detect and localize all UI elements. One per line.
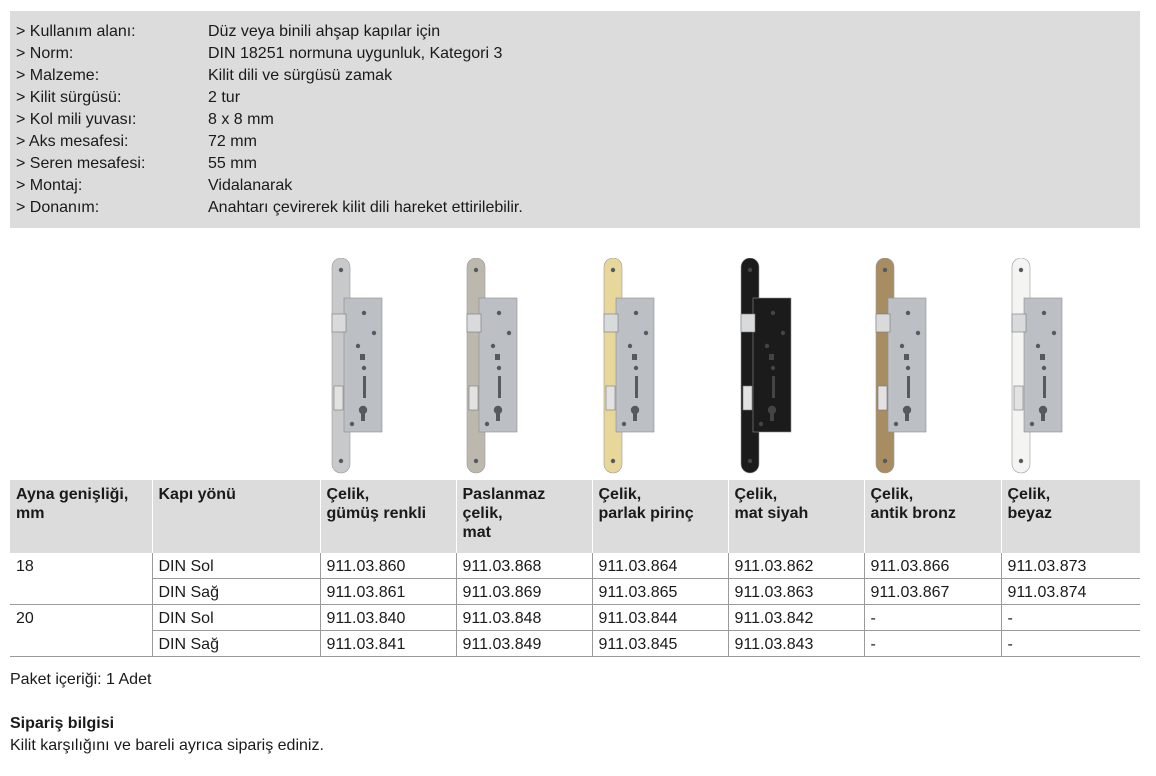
door-direction-cell: DIN Sol: [152, 553, 320, 579]
product-images: [0, 250, 1156, 480]
column-header: [864, 480, 1001, 553]
width-cell: [10, 579, 152, 605]
spec-label: > Malzeme:: [16, 67, 100, 84]
article-number-cell: 911.03.866: [864, 553, 1001, 579]
article-number-cell: 911.03.848: [456, 605, 592, 631]
spec-label: > Kilit sürgüsü:: [16, 89, 122, 106]
door-direction-cell: DIN Sağ: [152, 631, 320, 657]
article-number-cell: 911.03.849: [456, 631, 592, 657]
mortise-lock-image: [727, 258, 797, 476]
article-number-table: [10, 480, 1140, 657]
column-header-line: Çelik,: [734, 486, 778, 503]
column-header-line: Kapı yönü: [158, 486, 236, 503]
mortise-lock-image: [318, 258, 388, 476]
spec-label: > Seren mesafesi:: [16, 155, 146, 172]
spec-value: 72 mm: [208, 133, 257, 150]
article-number-cell: 911.03.841: [320, 631, 456, 657]
article-number-cell: 911.03.840: [320, 605, 456, 631]
spec-label: > Montaj:: [16, 177, 83, 194]
article-number-cell: 911.03.873: [1001, 553, 1140, 579]
mortise-lock-image: [453, 258, 523, 476]
spec-value: Kilit dili ve sürgüsü zamak: [208, 67, 393, 84]
article-number-cell: 911.03.874: [1001, 579, 1140, 605]
article-number-cell: 911.03.845: [592, 631, 728, 657]
spec-value: DIN 18251 normuna uygunluk, Kategori 3: [208, 45, 503, 62]
article-number-cell: 911.03.861: [320, 579, 456, 605]
column-header-line: Çelik,: [598, 486, 642, 503]
article-number-cell: 911.03.865: [592, 579, 728, 605]
door-direction-cell: DIN Sol: [152, 605, 320, 631]
order-info-text: Kilit karşılığını ve bareli ayrıca sipariş ediniz.: [10, 737, 324, 754]
column-header-line: Çelik,: [326, 486, 370, 503]
mortise-lock-image: [998, 258, 1068, 476]
spec-value: Düz veya binili ahşap kapılar için: [208, 23, 441, 40]
door-direction-cell: DIN Sağ: [152, 579, 320, 605]
column-header-line: beyaz: [1007, 505, 1052, 522]
table-row: [10, 605, 1140, 631]
specifications-box: [10, 11, 1140, 228]
spec-label: > Kol mili yuvası:: [16, 111, 137, 128]
spec-value: Vidalanarak: [208, 177, 293, 194]
column-header: [152, 480, 320, 553]
column-header-line: Çelik,: [1007, 486, 1051, 503]
spec-label: > Kullanım alanı:: [16, 23, 136, 40]
table-row: [10, 553, 1140, 579]
spec-label: > Aks mesafesi:: [16, 133, 129, 150]
article-number-cell: -: [1001, 631, 1140, 657]
mortise-lock-image: [862, 258, 932, 476]
width-cell: [10, 631, 152, 657]
column-header-line: gümüş renkli: [326, 505, 427, 522]
spec-value: 8 x 8 mm: [208, 111, 274, 128]
width-cell: 20: [16, 610, 34, 628]
column-header-line: Paslanmaz: [462, 486, 546, 503]
column-header-line: mat: [462, 524, 491, 541]
table-header-row: [10, 480, 1140, 553]
column-header-line: parlak pirinç: [598, 505, 694, 522]
article-number-cell: -: [864, 631, 1001, 657]
mortise-lock-image: [590, 258, 660, 476]
column-header-line: antik bronz: [870, 505, 956, 522]
spec-value: 2 tur: [208, 89, 241, 106]
article-number-cell: 911.03.863: [728, 579, 864, 605]
column-header: [10, 480, 152, 553]
article-number-cell: 911.03.844: [592, 605, 728, 631]
article-number-cell: 911.03.867: [864, 579, 1001, 605]
order-info-title: Sipariş bilgisi: [10, 715, 115, 732]
spec-value: 55 mm: [208, 155, 257, 172]
article-number-cell: 911.03.842: [728, 605, 864, 631]
article-number-cell: 911.03.843: [728, 631, 864, 657]
column-header: [456, 480, 592, 553]
spec-label: > Norm:: [16, 45, 74, 62]
spec-label: > Donanım:: [16, 199, 100, 216]
article-number-cell: 911.03.864: [592, 553, 728, 579]
article-number-cell: 911.03.869: [456, 579, 592, 605]
article-number-cell: -: [1001, 605, 1140, 631]
column-header: [1001, 480, 1140, 553]
column-header-line: Çelik,: [870, 486, 914, 503]
article-number-cell: 911.03.860: [320, 553, 456, 579]
article-number-cell: 911.03.868: [456, 553, 592, 579]
column-header-line: çelik,: [462, 505, 503, 522]
column-header: [592, 480, 728, 553]
column-header-line: mm: [16, 505, 45, 522]
column-header: [320, 480, 456, 553]
table-row: [10, 579, 1140, 605]
package-contents: Paket içeriği: 1 Adet: [10, 671, 152, 688]
article-number-cell: -: [864, 605, 1001, 631]
width-cell: 18: [16, 558, 34, 576]
column-header-line: mat siyah: [734, 505, 809, 522]
column-header: [728, 480, 864, 553]
spec-value: Anahtarı çevirerek kilit dili hareket ettirilebilir.: [208, 199, 523, 216]
table-row: [10, 631, 1140, 657]
article-number-cell: 911.03.862: [728, 553, 864, 579]
column-header-line: Ayna genişliği,: [16, 486, 129, 503]
